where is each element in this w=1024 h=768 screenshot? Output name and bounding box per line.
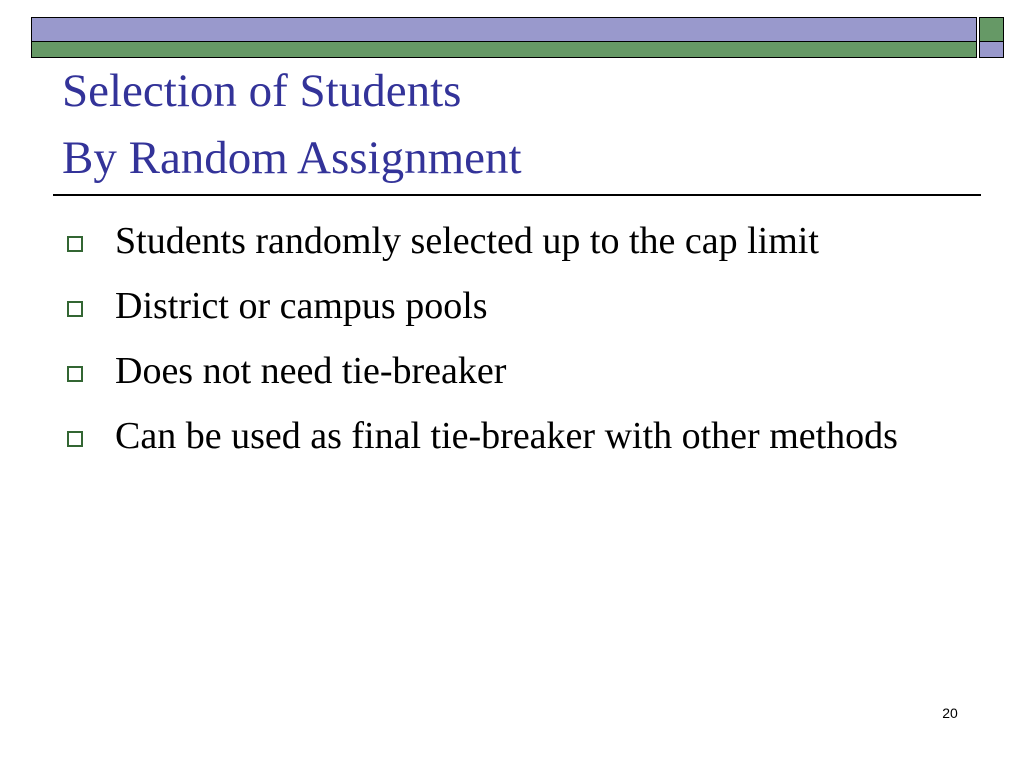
slide-title-line-2: By Random Assignment: [62, 132, 522, 184]
hollow-square-bullet-icon: [67, 431, 83, 447]
bullet-item: [62, 281, 982, 331]
hollow-square-bullet-icon: [67, 301, 83, 317]
bullet-text: Students randomly selected up to the cap limit: [115, 220, 819, 262]
bullet-item: [62, 346, 982, 396]
slide-title: [62, 58, 522, 192]
bullet-list: [62, 216, 982, 476]
bullet-text: Does not need tie-breaker: [115, 350, 507, 392]
hollow-square-bullet-icon: [67, 366, 83, 382]
hollow-square-bullet-icon: [67, 236, 83, 252]
slide-title-line-1: Selection of Students: [62, 65, 462, 117]
page-number: 20: [942, 705, 958, 721]
header-square-green: [979, 17, 1004, 42]
bullet-item: [62, 411, 982, 461]
bullet-item: [62, 216, 982, 266]
bullet-text: District or campus pools: [115, 285, 488, 327]
bullet-text: Can be used as final tie-breaker with other methods: [115, 415, 898, 457]
title-divider: [53, 194, 981, 196]
header-bar-green: [31, 42, 977, 58]
header-bar-blue: [31, 17, 977, 42]
header-square-blue: [979, 42, 1004, 58]
